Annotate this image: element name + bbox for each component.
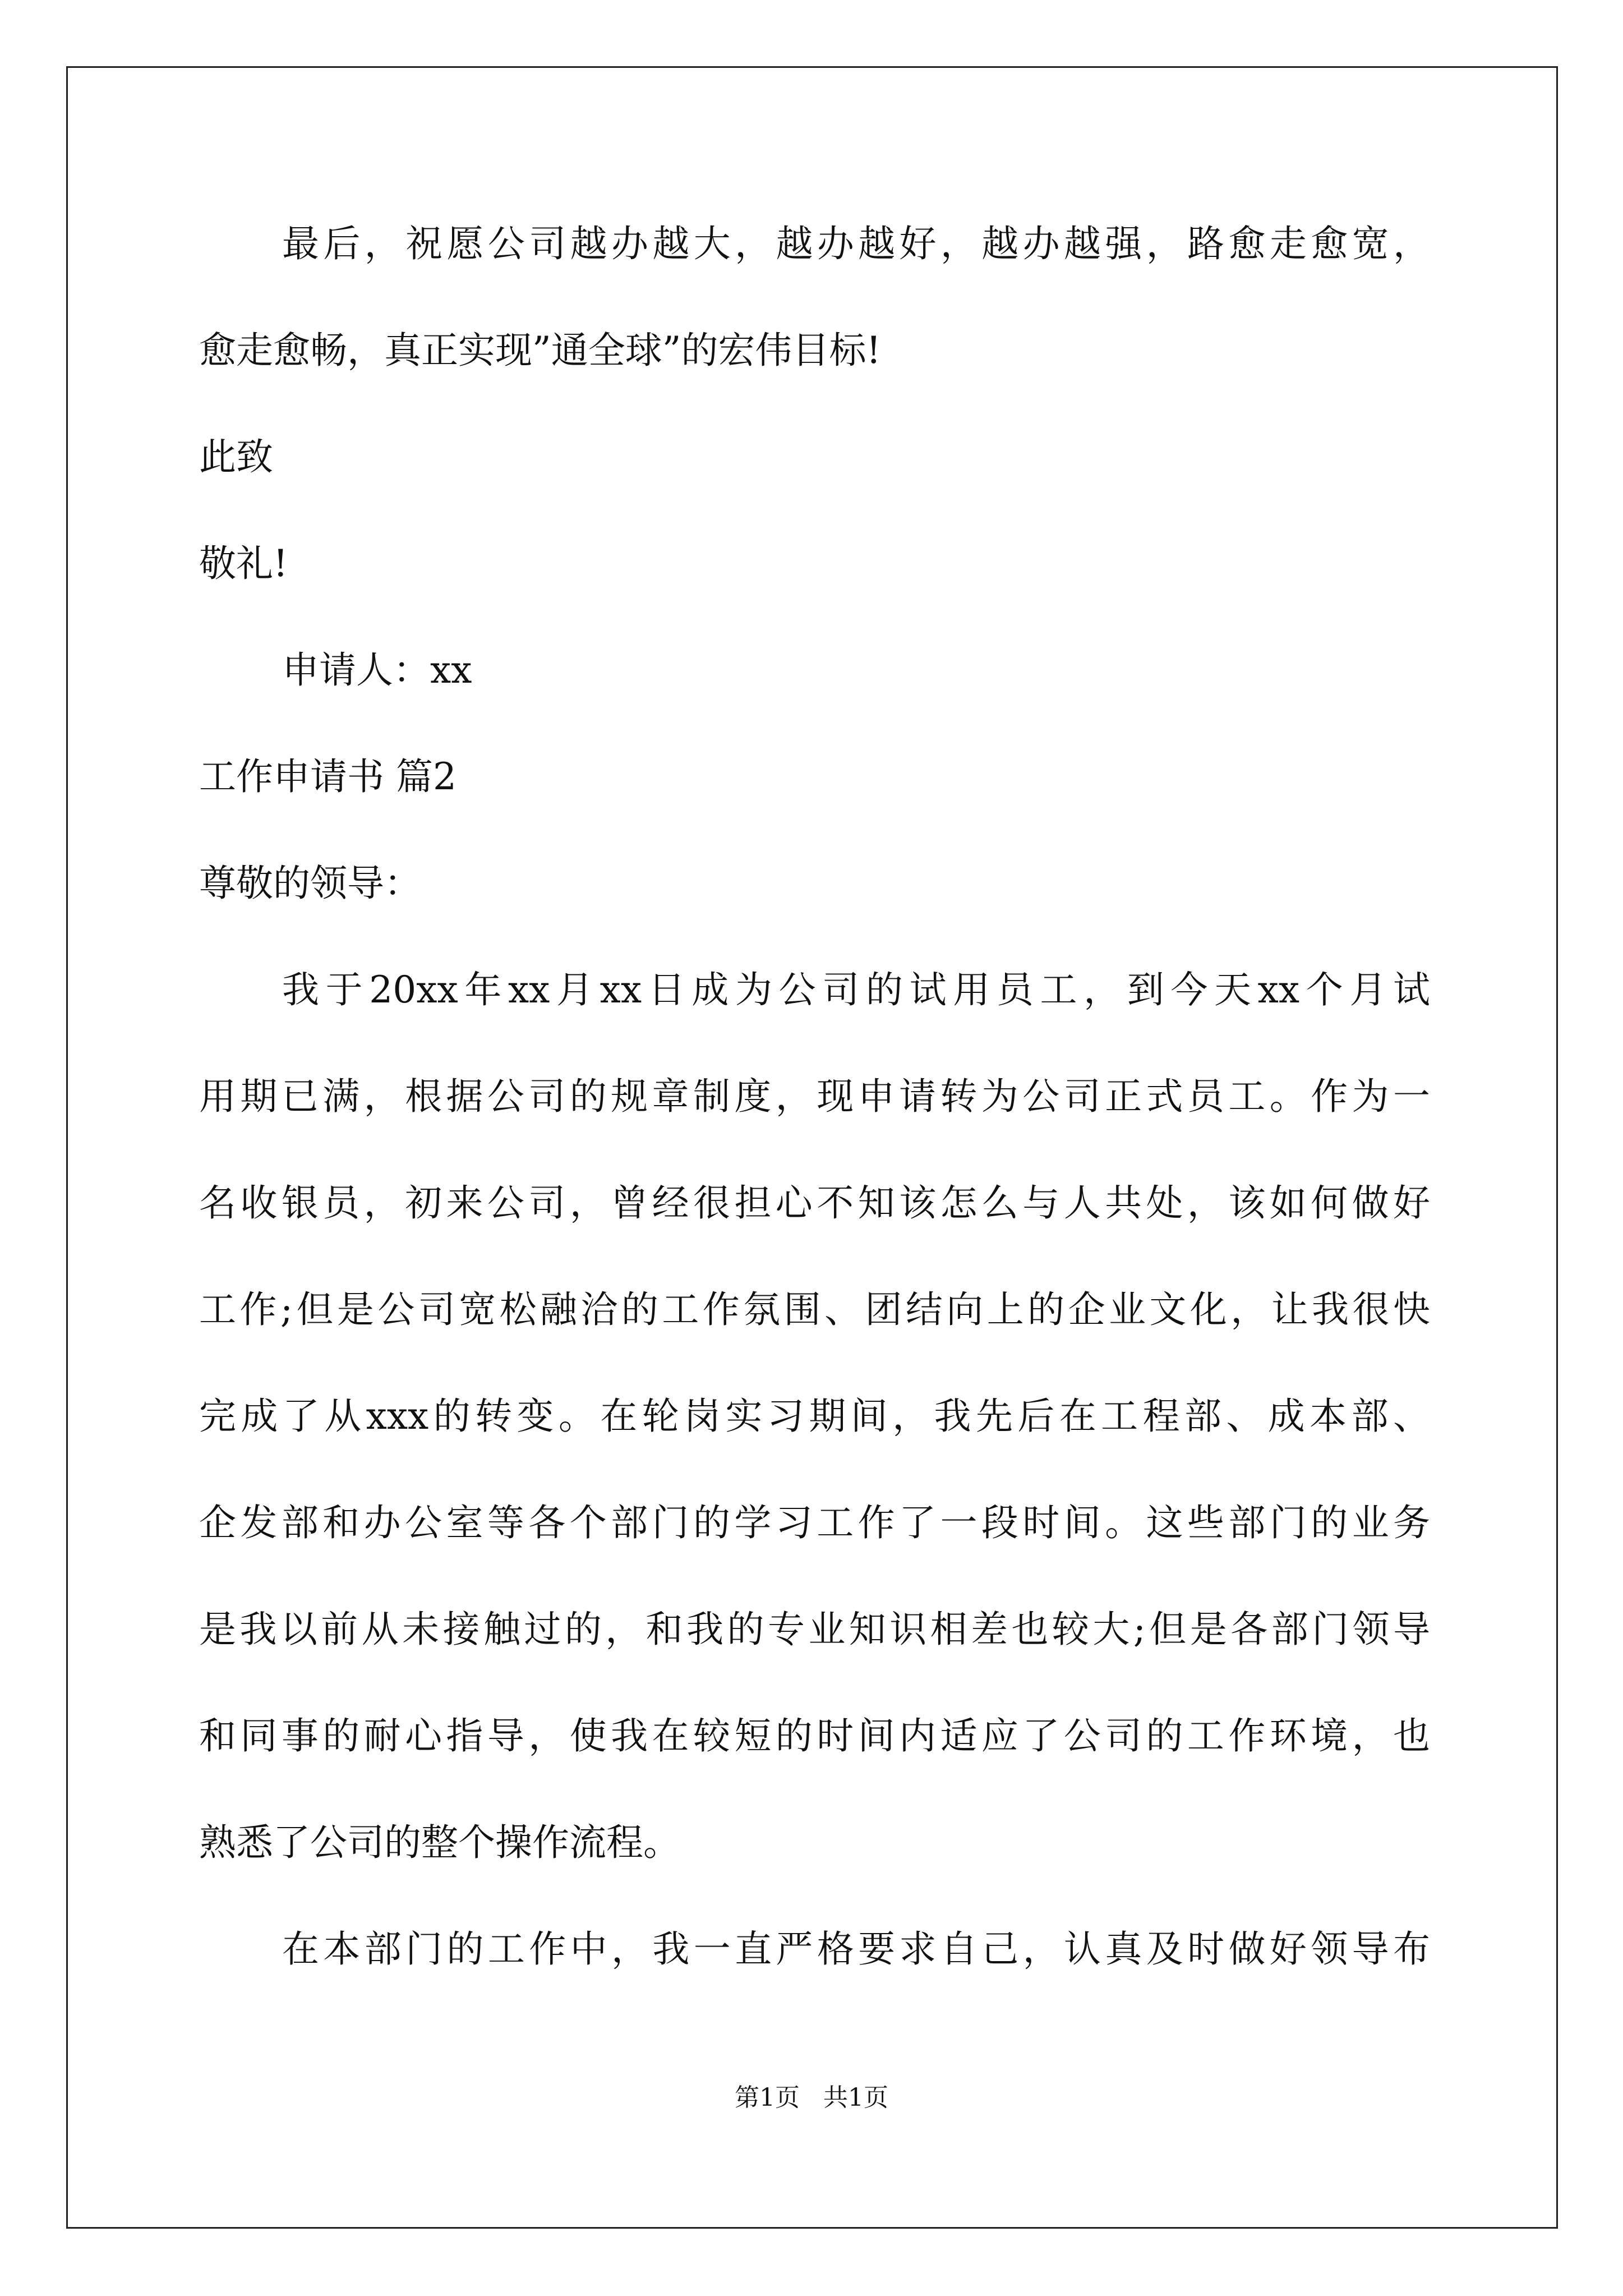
closing-line: 此致 bbox=[199, 435, 273, 478]
paragraph-line: 名收银员，初来公司，曾经很担心不知该怎么与人共处，该如何做好 bbox=[199, 1181, 1430, 1225]
paragraph-line: 是我以前从未接触过的，和我的专业知识相差也较大;但是各部门领导 bbox=[199, 1608, 1430, 1651]
paragraph-line: 和同事的耐心指导，使我在较短的时间内适应了公司的工作环境，也 bbox=[199, 1714, 1430, 1757]
paragraph-line: 企发部和办公室等各个部门的学习工作了一段时间。这些部门的业务 bbox=[199, 1501, 1430, 1544]
page-footer: 第1页 共1页 bbox=[735, 2083, 888, 2112]
page-border bbox=[66, 66, 1558, 2229]
paragraph-line: 工作;但是公司宽松融洽的工作氛围、团结向上的企业文化，让我很快 bbox=[199, 1288, 1430, 1331]
section-heading: 工作申请书 篇2 bbox=[199, 755, 457, 798]
signature-line: 申请人：xx bbox=[282, 648, 472, 692]
closing-line: 敬礼! bbox=[199, 542, 288, 585]
paragraph-line: 完成了从xxx的转变。在轮岗实习期间，我先后在工程部、成本部、 bbox=[199, 1395, 1430, 1438]
paragraph-line: 我于20xx年xx月xx日成为公司的试用员工，到今天xx个月试 bbox=[282, 968, 1430, 1011]
paragraph-line: 在本部门的工作中，我一直严格要求自己，认真及时做好领导布 bbox=[282, 1927, 1430, 1971]
paragraph-line: 最后，祝愿公司越办越大，越办越好，越办越强，路愈走愈宽， bbox=[282, 222, 1430, 265]
paragraph-line: 熟悉了公司的整个操作流程。 bbox=[199, 1821, 680, 1864]
salutation: 尊敬的领导： bbox=[199, 862, 421, 905]
paragraph-line: 愈走愈畅，真正实现”通全球”的宏伟目标! bbox=[199, 329, 882, 372]
paragraph-line: 用期已满，根据公司的规章制度，现申请转为公司正式员工。作为一 bbox=[199, 1075, 1430, 1118]
